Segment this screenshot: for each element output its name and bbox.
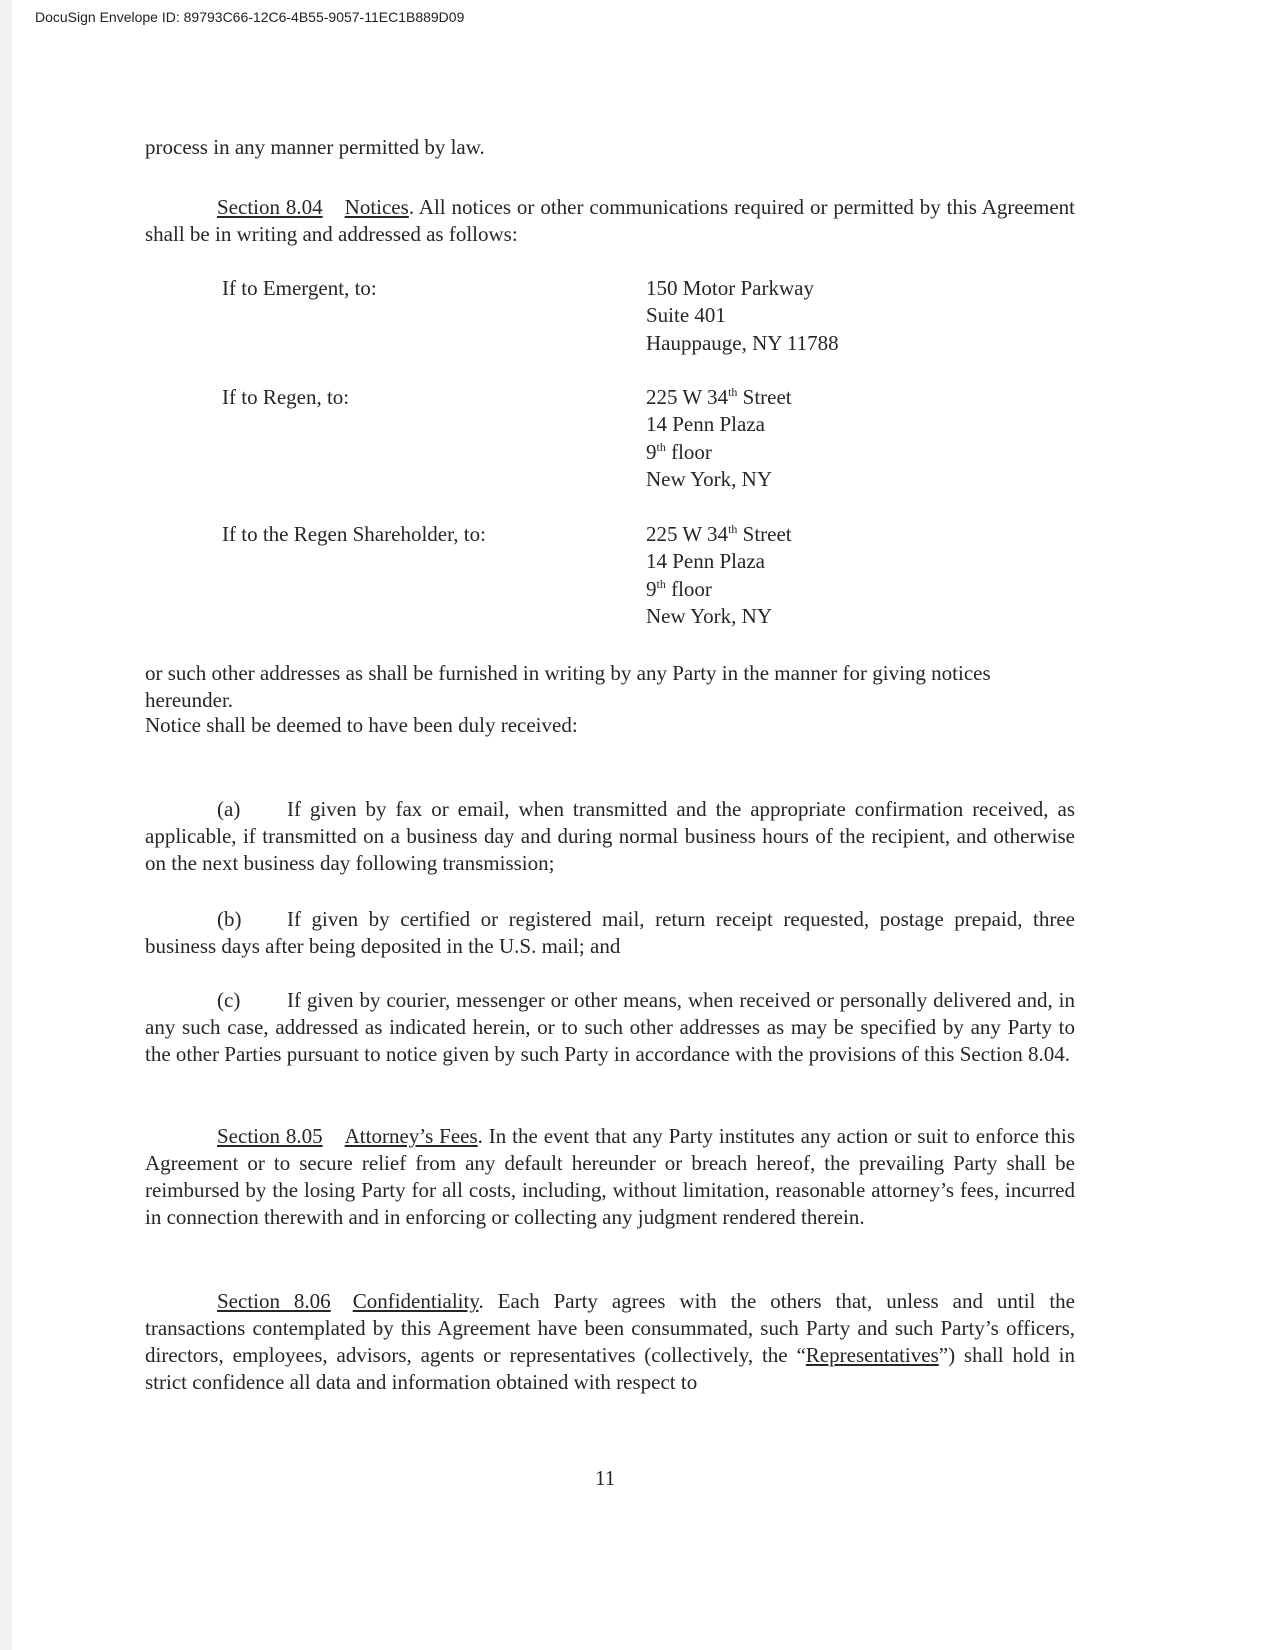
section-title: Attorney’s Fees xyxy=(344,1124,478,1148)
address-line: New York, NY xyxy=(646,466,773,491)
section-number: Section 8.06 xyxy=(217,1289,331,1313)
address-line: 14 Penn Plaza xyxy=(646,412,765,437)
address-label: If to Regen, to: xyxy=(222,385,350,409)
section-8-05 xyxy=(145,1123,1075,1231)
docusign-envelope-id: DocuSign Envelope ID: 89793C66-12C6-4B55-9057-11EC1B889D09 xyxy=(35,9,465,25)
other-addresses-text: or such other addresses as shall be furnished in writing by any Party in the manner for giving notices hereunder. xyxy=(145,661,991,712)
notice-item-b: (b) If given by certified or registered mail, return receipt requested, postage prepaid, three business days after being deposited in the U.S. mail; and xyxy=(145,907,1075,958)
section-text: . In the event that any Party institutes any action or suit to enforce this Agreement or to secure relief from any default hereunder or breach hereof, the prevailing Party shall be reimbursed by the losing Party for all costs, including, without limitation, reasonable attorney’s fees, incurred in connection therewith and in enforcing or collecting any judgment rendered therein. xyxy=(145,1124,1075,1229)
section-text: . Each Party agrees with the others that, unless and until the transactions contemplated by this Agreement have been consummated, such Party and such Party’s officers, directors, employees, advisors, agents or representatives (collectively, the “ xyxy=(145,1289,1075,1367)
address-label: If to the Regen Shareholder, to: xyxy=(222,522,486,546)
notice-item-c: (c) If given by courier, messenger or other means, when received or personally delivered and, in any such case, addressed as indicated herein, or to such other addresses as may be specified by any Party to the other Parties pursuant to notice given by such Party in accordance with the provisions of this Section 8.04. xyxy=(145,988,1075,1066)
address-label: If to Emergent, to: xyxy=(222,276,377,300)
address-block xyxy=(646,384,792,493)
address-line: 9th floor xyxy=(646,439,712,464)
section-8-06 xyxy=(145,1288,1075,1396)
section-text: . All notices or other communications required or permitted by this Agreement shall be in writing and addressed as follows: xyxy=(145,195,1075,246)
section-number: Section 8.04 xyxy=(217,195,323,219)
notice-received-text: Notice shall be deemed to have been duly received: xyxy=(145,713,578,737)
scan-edge-shadow xyxy=(0,0,12,1650)
address-block xyxy=(646,275,839,357)
continuation-text: process in any manner permitted by law. xyxy=(145,135,485,159)
address-block xyxy=(646,521,792,630)
page-number: 11 xyxy=(595,1466,616,1490)
section-text: ”) shall hold in strict confidence all data and information obtained with respect to xyxy=(145,1343,1075,1394)
address-line: New York, NY xyxy=(646,603,773,628)
address-line: 9th floor xyxy=(646,576,712,601)
section-8-04 xyxy=(145,194,1075,248)
notice-item-a: (a) If given by fax or email, when transmitted and the appropriate confirmation received, as applicable, if transmitted on a business day and during normal business hours of the recipient, and otherwise on the next business day following transmission; xyxy=(145,797,1075,875)
section-title: Notices xyxy=(344,195,409,219)
address-line: 225 W 34th Street xyxy=(646,522,792,546)
defined-term: Representatives xyxy=(805,1343,939,1367)
address-line: Suite 401 xyxy=(646,303,726,328)
section-number: Section 8.05 xyxy=(217,1124,323,1148)
address-line: 225 W 34th Street xyxy=(646,385,792,409)
address-line: Hauppauge, NY 11788 xyxy=(646,330,839,355)
section-title: Confidentiality xyxy=(352,1289,479,1313)
address-line: 14 Penn Plaza xyxy=(646,549,765,574)
address-line: 150 Motor Parkway xyxy=(646,276,814,300)
